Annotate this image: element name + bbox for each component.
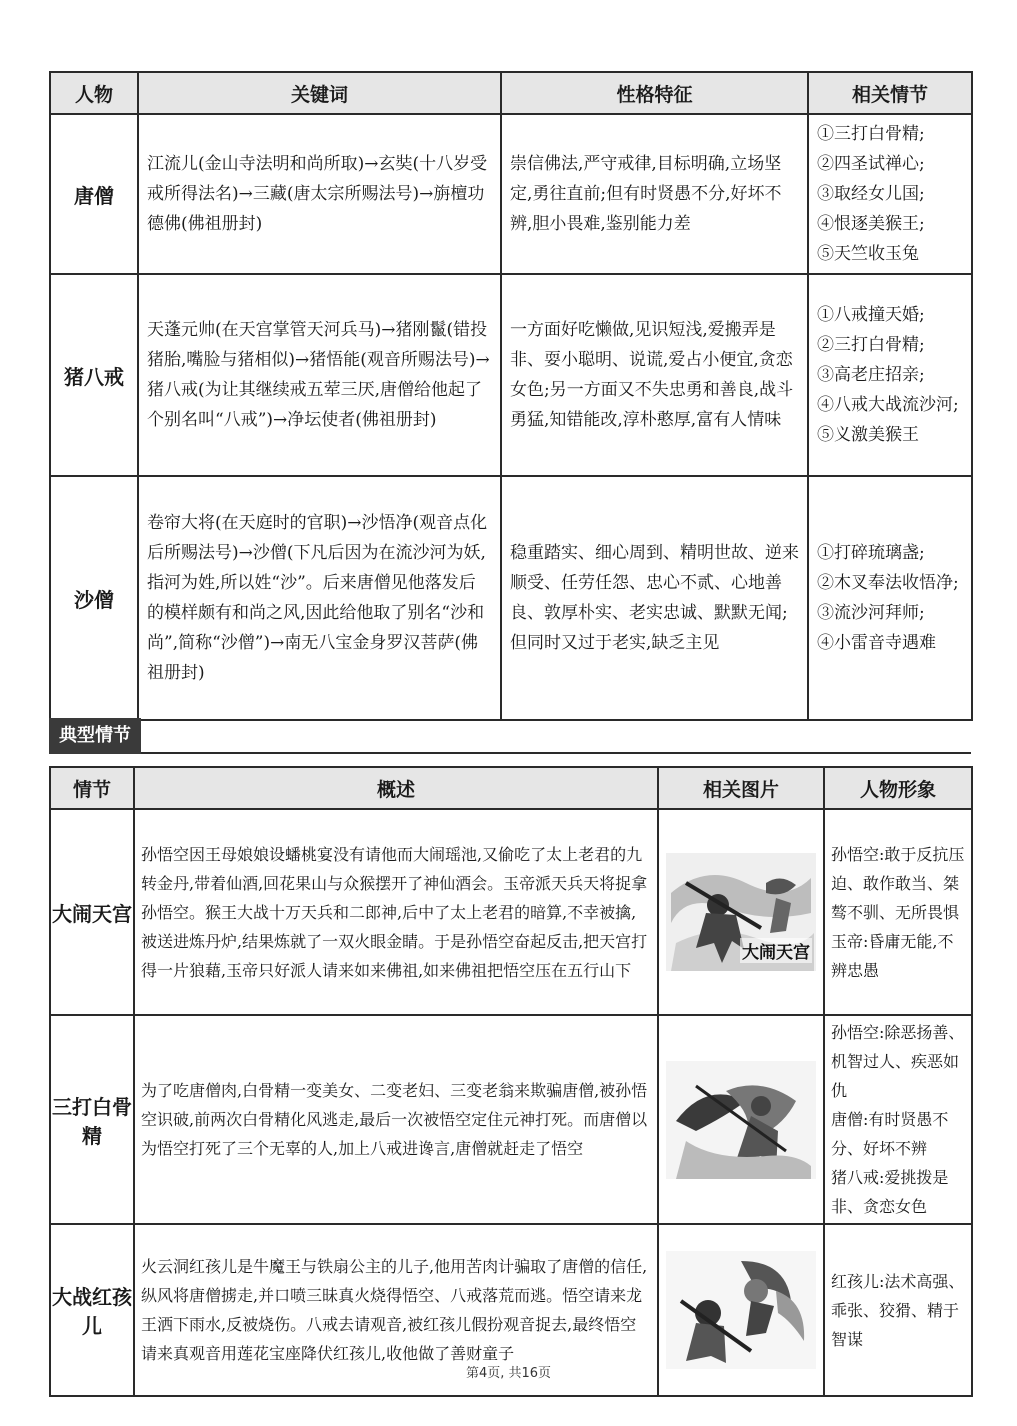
character-row-zhubajie — [50, 274, 972, 476]
character-keywords: 天蓬元帅(在天宫掌管天河兵马)→猪刚鬣(错投猪胎,嘴脸与猪相似)→猪悟能(观音所赐法号)→猪八戒(为让其继续戒五荤三厌,唐僧给他起了个别名叫“八戒”)→净坛使者(佛祖册封) — [138, 274, 501, 476]
character-name: 唐僧 — [50, 114, 138, 274]
header-portrait: 人物形象 — [824, 767, 972, 809]
episode-portrait: 孙悟空:敢于反抗压迫、敢作敢当、桀骜不驯、无所畏惧 玉帝:昏庸无能,不辨忠愚 — [824, 809, 972, 1015]
event-item: ③流沙河拜师; — [817, 603, 925, 623]
character-traits: 一方面好吃懒做,见识短浅,爱搬弄是非、耍小聪明、说谎,爱占小便宜,贪恋女色;另一方面又不失忠勇和善良,战斗勇猛,知错能改,淳朴憨厚,富有人情味 — [501, 274, 808, 476]
character-table — [49, 71, 973, 721]
section-title: 典型情节 — [49, 718, 141, 754]
event-item: ①三打白骨精; — [817, 124, 925, 144]
character-keywords: 江流儿(金山寺法明和尚所取)→玄奘(十八岁受戒所得法名)→三藏(唐太宗所赐法号)→旃檀功德佛(佛祖册封) — [138, 114, 501, 274]
episode-image-cell — [658, 1015, 824, 1224]
character-events — [808, 476, 972, 720]
event-item: ④八戒大战流沙河; — [817, 395, 959, 415]
header-summary: 概述 — [134, 767, 658, 809]
white-bone-demon-illustration — [666, 1061, 816, 1179]
character-name: 猪八戒 — [50, 274, 138, 476]
red-boy-battle-illustration — [666, 1251, 816, 1369]
character-traits: 稳重踏实、细心周到、精明世故、逆来顺受、任劳任怨、忠心不贰、心地善良、敦厚朴实、老实忠诚、默默无闻;但同时又过于老实,缺乏主见 — [501, 476, 808, 720]
event-item: ②木叉奉法收悟净; — [817, 573, 959, 593]
episode-name: 三打白骨精 — [50, 1015, 134, 1224]
page-footer: 第4页, 共16页 — [465, 1366, 552, 1381]
event-item: ③高老庄招亲; — [817, 365, 925, 385]
event-item: ①打碎琉璃盏; — [817, 543, 925, 563]
episode-summary: 火云洞红孩儿是牛魔王与铁扇公主的儿子,他用苦肉计骗取了唐僧的信任,纵风将唐僧掳走,并口喷三昧真火烧得悟空、八戒落荒而逃。悟空请来龙王洒下雨水,反被烧伤。八戒去请观音,被红孩儿假扮观音捉去,最终悟空请来真观音用莲花宝座降伏红孩儿,收他做了善财童子 — [134, 1224, 658, 1396]
character-events — [808, 274, 972, 476]
episode-portrait: 红孩儿:法术高强、乖张、狡猾、精于智谋 — [824, 1224, 972, 1396]
episode-summary: 为了吃唐僧肉,白骨精一变美女、二变老妇、三变老翁来欺骗唐僧,被孙悟空识破,前两次白骨精化风逃走,最后一次被悟空定住元神打死。而唐僧以为悟空打死了三个无辜的人,加上八戒进谗言,唐僧就赶走了悟空 — [134, 1015, 658, 1224]
character-name: 沙僧 — [50, 476, 138, 720]
event-item: ①八戒撞天婚; — [817, 305, 925, 325]
character-row-tangseng — [50, 114, 972, 274]
character-row-shaseng — [50, 476, 972, 720]
character-table-header — [50, 72, 972, 114]
image-caption: 大闹天宫 — [740, 938, 812, 963]
event-item: ②三打白骨精; — [817, 335, 925, 355]
event-item: ④恨逐美猴王; — [817, 214, 925, 234]
event-item: ⑤义激美猴王 — [817, 425, 919, 445]
event-item: ④小雷音寺遇难 — [817, 633, 936, 653]
character-events — [808, 114, 972, 274]
episode-image-cell — [658, 809, 824, 1015]
episodes-table — [49, 766, 973, 1397]
event-item: ⑤天竺收玉兔 — [817, 244, 919, 264]
header-traits: 性格特征 — [501, 72, 808, 114]
header-image: 相关图片 — [658, 767, 824, 809]
header-keywords: 关键词 — [138, 72, 501, 114]
episode-name: 大战红孩儿 — [50, 1224, 134, 1396]
episode-illustration — [666, 1251, 816, 1369]
episodes-table-header — [50, 767, 972, 809]
header-episode: 情节 — [50, 767, 134, 809]
episode-illustration — [666, 853, 816, 971]
episode-row-danaotiangong — [50, 809, 972, 1015]
episode-portrait: 孙悟空:除恶扬善、机智过人、疾恶如仇 唐僧:有时贤愚不分、好坏不辨 猪八戒:爱挑拨是非、贪恋女色 — [824, 1015, 972, 1224]
episode-name: 大闹天宫 — [50, 809, 134, 1015]
character-keywords: 卷帘大将(在天庭时的官职)→沙悟净(观音点化后所赐法号)→沙僧(下凡后因为在流沙河为妖,指河为姓,所以姓“沙”。后来唐僧见他落发后的模样颇有和尚之风,因此给他取了别名“沙和尚”,简称“沙僧”)→南无八宝金身罗汉菩萨(佛祖册封) — [138, 476, 501, 720]
header-character: 人物 — [50, 72, 138, 114]
section-divider — [141, 752, 971, 754]
event-item: ②四圣试禅心; — [817, 154, 925, 174]
episode-row-sandabaigujing — [50, 1015, 972, 1224]
character-traits: 崇信佛法,严守戒律,目标明确,立场坚定,勇往直前;但有时贤愚不分,好坏不辨,胆小畏难,鉴别能力差 — [501, 114, 808, 274]
header-events: 相关情节 — [808, 72, 972, 114]
episode-summary: 孙悟空因王母娘娘设蟠桃宴没有请他而大闹瑶池,又偷吃了太上老君的九转金丹,带着仙酒,回花果山与众猴摆开了神仙酒会。玉帝派天兵天将捉拿孙悟空。猴王大战十万天兵和二郎神,后中了太上老君的暗算,不幸被擒,被送进炼丹炉,结果炼就了一双火眼金睛。于是孙悟空奋起反击,把天宫打得一片狼藉,玉帝只好派人请来如来佛祖,如来佛祖把悟空压在五行山下 — [134, 809, 658, 1015]
event-item: ③取经女儿国; — [817, 184, 925, 204]
episode-illustration — [666, 1061, 816, 1179]
